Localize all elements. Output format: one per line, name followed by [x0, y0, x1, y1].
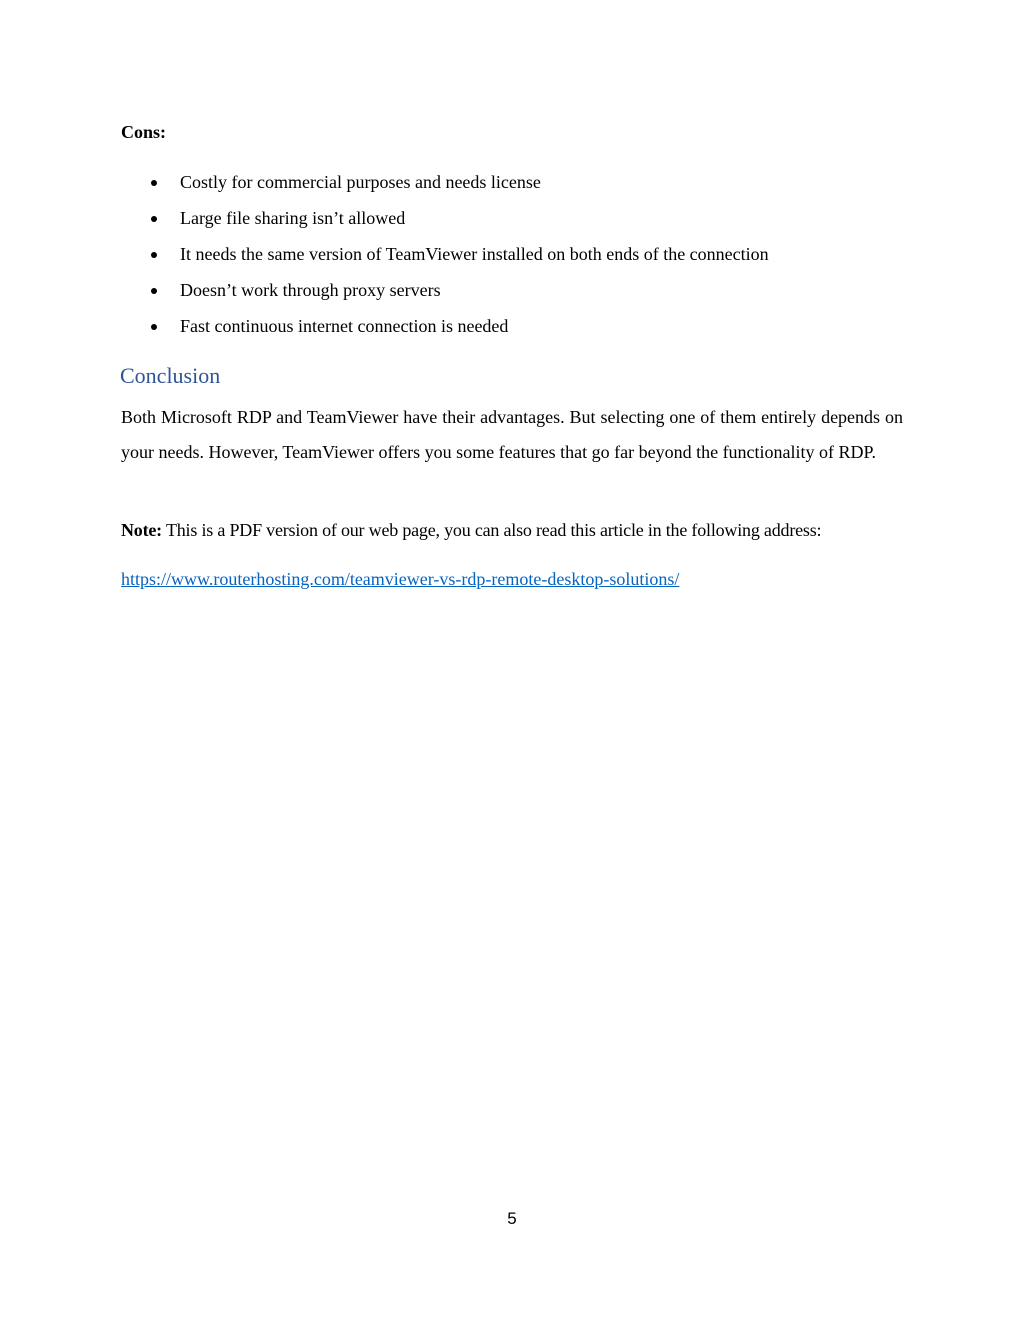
list-item: [121, 242, 901, 278]
list-item: [121, 314, 901, 350]
conclusion-paragraph: Both Microsoft RDP and TeamViewer have their advantages. But selecting one of them entirely depends on your needs. However, TeamViewer offers you some features that go far beyond the functionality of RDP.: [121, 407, 903, 462]
list-item-text: Doesn’t work through proxy servers: [180, 280, 441, 300]
bullet-icon: [151, 216, 157, 222]
bullet-icon: [151, 288, 157, 294]
note-text: This is a PDF version of our web page, you can also read this article in the following address:: [161, 520, 822, 540]
cons-heading: Cons:: [121, 122, 167, 142]
list-item-text: Fast continuous internet connection is needed: [180, 316, 509, 336]
bullet-icon: [151, 180, 157, 186]
conclusion-heading: Conclusion: [120, 363, 221, 388]
note-paragraph: [121, 518, 911, 542]
source-article-link[interactable]: https://www.routerhosting.com/teamviewer-vs-rdp-remote-desktop-solutions/: [121, 569, 680, 589]
note-label: Note:: [121, 520, 162, 540]
list-item-text: It needs the same version of TeamViewer installed on both ends of the connection: [180, 244, 769, 264]
list-item-text: Large file sharing isn’t allowed: [180, 208, 406, 228]
list-item: [121, 170, 901, 206]
bullet-icon: [151, 252, 157, 258]
list-item-text: Costly for commercial purposes and needs license: [180, 172, 541, 192]
page-number: 5: [507, 1209, 517, 1228]
list-item: [121, 206, 901, 242]
cons-list: [121, 170, 901, 350]
list-item: [121, 278, 901, 314]
bullet-icon: [151, 324, 157, 330]
